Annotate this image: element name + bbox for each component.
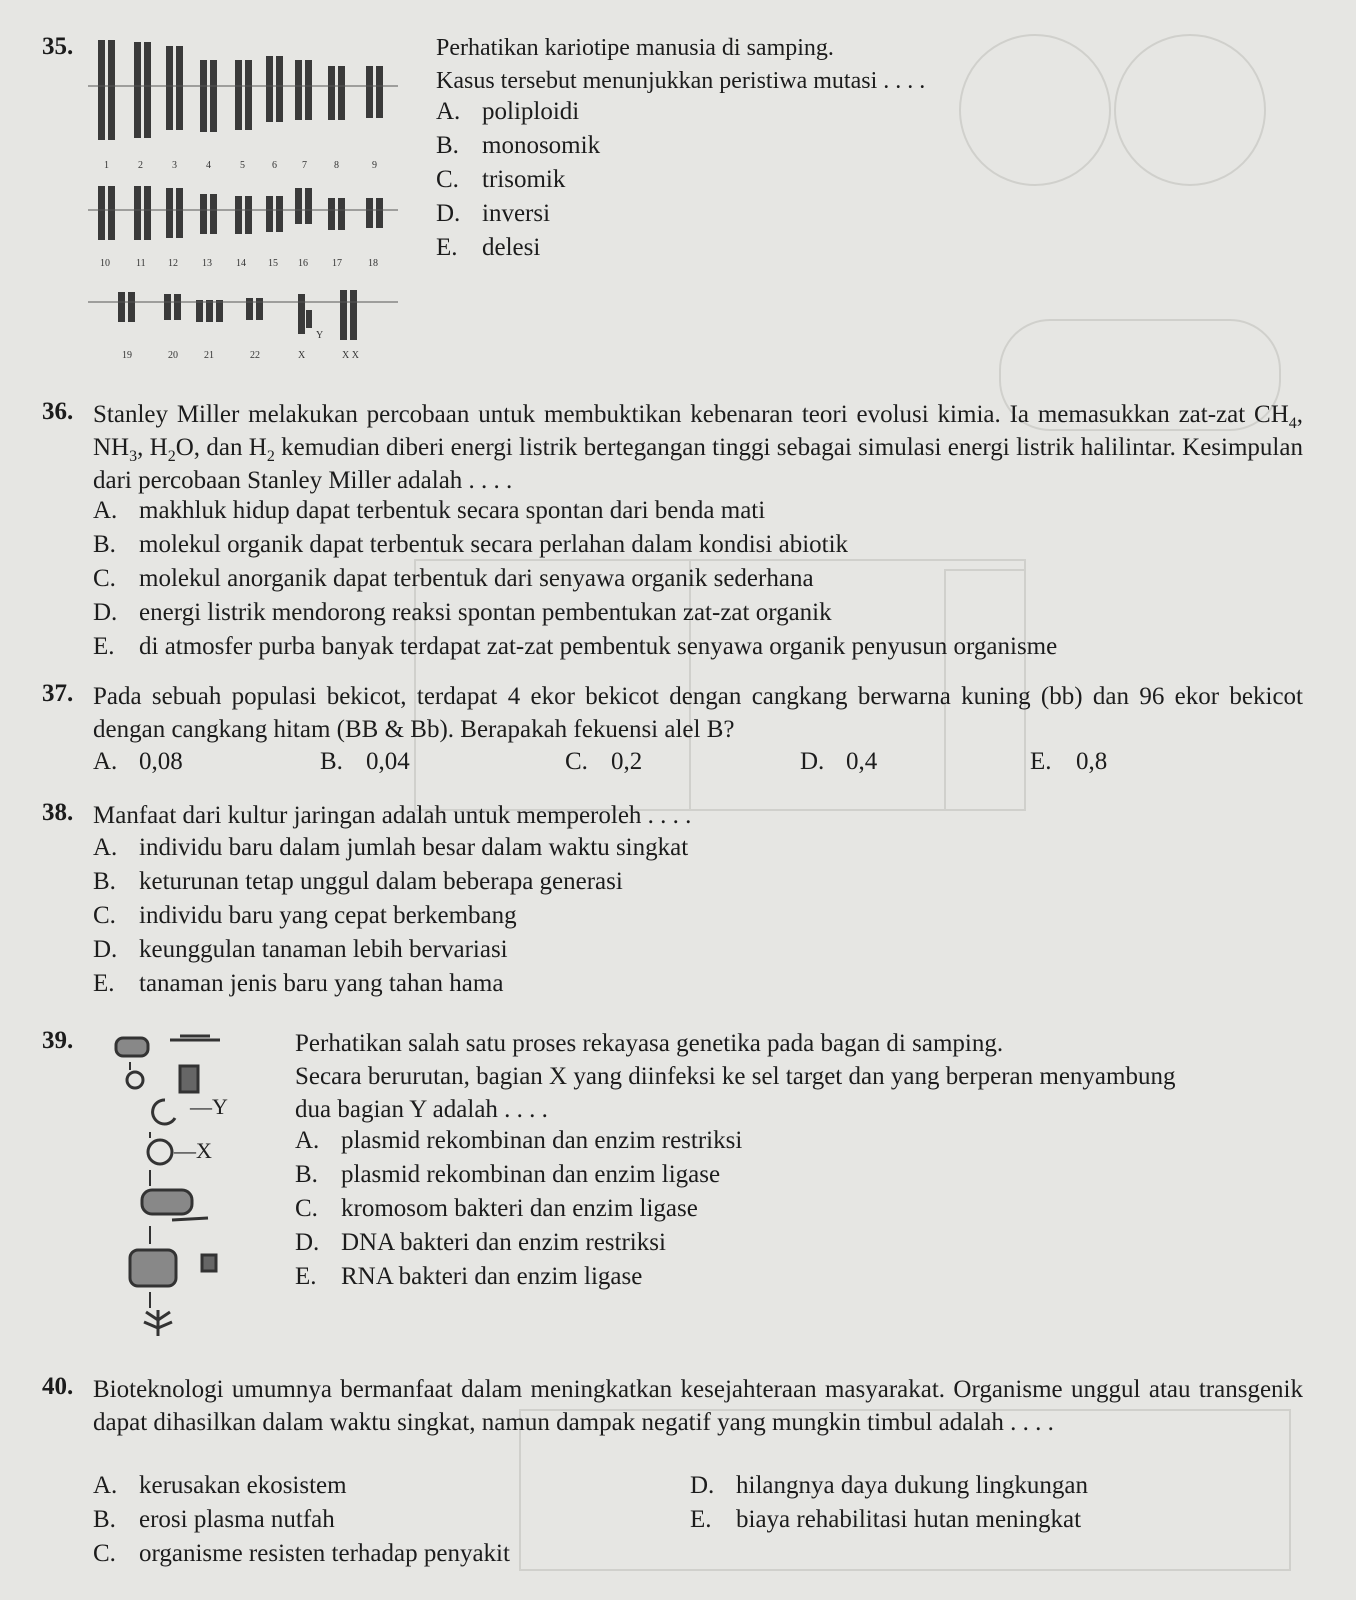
q35-option-c[interactable]: [436, 166, 565, 194]
q36-option-b[interactable]: [93, 531, 848, 559]
option-letter: B.: [93, 531, 116, 558]
option-letter: D.: [93, 936, 118, 963]
diagram-label-x: —X: [174, 1138, 212, 1163]
option-letter: D.: [93, 599, 118, 626]
option-letter: E.: [690, 1506, 712, 1533]
karyotype-label-15: 15: [268, 258, 278, 269]
option-letter: B.: [320, 748, 343, 775]
option-text: 0,8: [1076, 748, 1108, 775]
option-letter: B.: [295, 1161, 318, 1188]
q40-number: 40.: [42, 1373, 74, 1400]
q38-option-d[interactable]: [93, 936, 508, 964]
q36-number: 36.: [42, 398, 74, 425]
genetic-engineering-diagram: [110, 1030, 280, 1340]
karyotype-label-6: 6: [272, 160, 277, 171]
karyotype-label-13: 13: [202, 258, 212, 269]
karyotype-label-8: 8: [334, 160, 339, 171]
q39-stem-line-1: Perhatikan salah satu proses rekayasa genetika pada bagan di samping.: [295, 1030, 1004, 1057]
option-text: 0,04: [366, 748, 410, 775]
q39-option-a[interactable]: [295, 1127, 742, 1155]
option-letter: E.: [93, 633, 115, 660]
q40-option-b[interactable]: [93, 1506, 335, 1534]
option-text: keturunan tetap unggul dalam beberapa generasi: [139, 868, 623, 895]
q38-option-b[interactable]: [93, 868, 623, 896]
karyotype-label-4: 4: [206, 160, 211, 171]
option-letter: B.: [93, 1506, 116, 1533]
q37-option-b[interactable]: [320, 748, 410, 776]
option-text: molekul anorganik dapat terbentuk dari senyawa organik sederhana: [139, 565, 814, 592]
option-letter: A.: [93, 748, 118, 775]
q37-option-d[interactable]: [800, 748, 877, 776]
option-text: erosi plasma nutfah: [139, 1506, 335, 1533]
option-letter: D.: [295, 1229, 320, 1256]
karyotype-label-14: 14: [236, 258, 246, 269]
option-text: kerusakan ekosistem: [139, 1472, 347, 1499]
q37-number: 37.: [42, 680, 74, 707]
karyotype-label-9: 9: [372, 160, 377, 171]
karyotype-label-17: 17: [332, 258, 342, 269]
q39-number: 39.: [42, 1027, 74, 1054]
option-letter: E.: [1030, 748, 1052, 775]
q36-sub-4: 2: [266, 448, 275, 465]
q36-sub-1: 4: [1288, 415, 1297, 432]
q35-option-b[interactable]: [436, 132, 600, 160]
q38-number: 38.: [42, 799, 74, 826]
q40-option-a[interactable]: [93, 1472, 347, 1500]
q36-option-c[interactable]: [93, 565, 814, 593]
q36-option-e[interactable]: [93, 633, 1057, 661]
q35-number: 35.: [42, 33, 74, 60]
karyotype-label-3: 3: [172, 160, 177, 171]
option-letter: B.: [436, 132, 459, 159]
karyotype-label-18: 18: [368, 258, 378, 269]
q36-option-a[interactable]: [93, 497, 765, 525]
option-text: 0,08: [139, 748, 183, 775]
q40-option-e[interactable]: [690, 1506, 1081, 1534]
q36-stem: [93, 398, 1303, 497]
q37-option-c[interactable]: [565, 748, 642, 776]
option-text: 0,2: [611, 748, 643, 775]
karyotype-label-5: 5: [240, 160, 245, 171]
q36-sub-3: 2: [167, 448, 176, 465]
karyotype-label-11: 11: [136, 258, 146, 269]
option-text: 0,4: [846, 748, 878, 775]
option-text: RNA bakteri dan enzim ligase: [341, 1263, 643, 1290]
q40-option-d[interactable]: [690, 1472, 1088, 1500]
q35-option-d[interactable]: [436, 200, 550, 228]
karyotype-image: [88, 38, 408, 368]
karyotype-label-22: 22: [250, 350, 260, 361]
q38-stem: Manfaat dari kultur jaringan adalah untuk memperoleh . . . .: [93, 802, 692, 829]
option-text: individu baru dalam jumlah besar dalam waktu singkat: [139, 834, 689, 861]
karyotype-label-16: 16: [298, 258, 308, 269]
option-letter: D.: [800, 748, 825, 775]
q36-sub-2: 3: [129, 448, 138, 465]
q35-stem-line-1: Perhatikan kariotipe manusia di samping.: [436, 35, 834, 61]
karyotype-label-7: 7: [302, 160, 307, 171]
q36-stem-e: kemudian diberi energi listrik bertegangan tinggi sebagai simulasi energi listrik halilintar. Kesimpulan dari percobaan Stanley Miller adalah . . . .: [93, 434, 1303, 494]
option-letter: C.: [93, 902, 116, 929]
q36-stem-b: , NH: [93, 401, 1303, 461]
option-text: trisomik: [482, 166, 566, 193]
option-letter: C.: [93, 1540, 116, 1567]
diagram-label-y: —Y: [190, 1094, 228, 1119]
option-letter: E.: [93, 970, 115, 997]
option-text: di atmosfer purba banyak terdapat zat-zat pembentuk senyawa organik penyusun organisme: [139, 633, 1058, 660]
q38-option-a[interactable]: [93, 834, 688, 862]
option-text: hilangnya daya dukung lingkungan: [736, 1472, 1089, 1499]
option-letter: A.: [295, 1127, 320, 1154]
q37-stem: Pada sebuah populasi bekicot, terdapat 4 ekor bekicot dengan cangkang berwarna kuning (bb) dan 96 ekor bekicot dengan cangkang hitam (BB & Bb). Berapakah fekuensi alel B?: [93, 683, 1303, 743]
q35-stem: [436, 32, 925, 98]
option-letter: C.: [565, 748, 588, 775]
karyotype-label-20: 20: [168, 350, 178, 361]
option-text: kromosom bakteri dan enzim ligase: [341, 1195, 698, 1222]
karyotype-label-10: 10: [100, 258, 110, 269]
option-letter: D.: [436, 200, 461, 227]
option-text: biaya rehabilitasi hutan meningkat: [736, 1506, 1082, 1533]
option-letter: C.: [93, 565, 116, 592]
q35-stem-line-2: Kasus tersebut menunjukkan peristiwa mutasi . . . .: [436, 68, 926, 94]
karyotype-label-21: 21: [204, 350, 214, 361]
q39-option-b[interactable]: [295, 1161, 720, 1189]
q39-option-c[interactable]: [295, 1195, 698, 1223]
q35-option-e[interactable]: [436, 234, 540, 262]
karyotype-label-19: 19: [122, 350, 132, 361]
option-text: monosomik: [482, 132, 601, 159]
karyotype-label-12: 12: [168, 258, 178, 269]
q39-stem-line-3: dua bagian Y adalah . . . .: [295, 1096, 548, 1123]
q38-option-c[interactable]: [93, 902, 517, 930]
q39-stem: [295, 1027, 1175, 1126]
option-text: individu baru yang cepat berkembang: [139, 902, 517, 929]
q36-stem-c: , H: [137, 434, 168, 461]
option-text: poliploidi: [482, 98, 580, 125]
q37-option-e[interactable]: [1030, 748, 1107, 776]
option-text: organisme resisten terhadap penyakit: [139, 1540, 510, 1567]
karyotype-label-xx: X X: [342, 350, 359, 361]
option-letter: A.: [93, 1472, 118, 1499]
q39-stem-line-2: Secara berurutan, bagian X yang diinfeksi ke sel target dan yang berperan menyambung: [295, 1063, 1176, 1090]
q37-option-a[interactable]: [93, 748, 183, 776]
option-text: molekul organik dapat terbentuk secara perlahan dalam kondisi abiotik: [139, 531, 849, 558]
option-text: DNA bakteri dan enzim restriksi: [341, 1229, 666, 1256]
q36-option-d[interactable]: [93, 599, 832, 627]
option-letter: D.: [690, 1472, 715, 1499]
karyotype-label-y: Y: [316, 330, 324, 341]
q39-option-e[interactable]: [295, 1263, 642, 1291]
option-letter: A.: [436, 98, 461, 125]
option-letter: E.: [436, 234, 458, 261]
option-letter: A.: [93, 834, 118, 861]
q36-stem-a: Stanley Miller melakukan percobaan untuk membuktikan kebenaran teori evolusi kimia. Ia memasukkan zat-zat CH: [93, 401, 1289, 428]
option-text: keunggulan tanaman lebih bervariasi: [139, 936, 508, 963]
option-text: energi listrik mendorong reaksi spontan pembentukan zat-zat organik: [139, 599, 832, 626]
option-text: plasmid rekombinan dan enzim restriksi: [341, 1127, 743, 1154]
q40-stem: Bioteknologi umumnya bermanfaat dalam meningkatkan kesejahteraan masyarakat. Organisme unggul atau transgenik dapat dihasilkan dalam waktu singkat, namun dampak negatif yang mungkin timbul adalah . . . .: [93, 1376, 1303, 1436]
option-letter: C.: [295, 1195, 318, 1222]
q40-option-c[interactable]: [93, 1540, 510, 1568]
option-text: delesi: [482, 234, 541, 261]
option-text: makhluk hidup dapat terbentuk secara spontan dari benda mati: [139, 497, 766, 524]
option-text: inversi: [482, 200, 551, 227]
karyotype-label-x: X: [298, 350, 306, 361]
option-letter: E.: [295, 1263, 317, 1290]
karyotype-label-1: 1: [104, 160, 109, 171]
q35-option-a[interactable]: [436, 98, 579, 126]
option-text: plasmid rekombinan dan enzim ligase: [341, 1161, 721, 1188]
option-letter: A.: [93, 497, 118, 524]
option-letter: B.: [93, 868, 116, 895]
q38-option-e[interactable]: [93, 970, 503, 998]
option-letter: C.: [436, 166, 459, 193]
karyotype-label-2: 2: [138, 160, 143, 171]
q39-option-d[interactable]: [295, 1229, 666, 1257]
q36-stem-d: O, dan H: [175, 434, 267, 461]
option-text: tanaman jenis baru yang tahan hama: [139, 970, 504, 997]
